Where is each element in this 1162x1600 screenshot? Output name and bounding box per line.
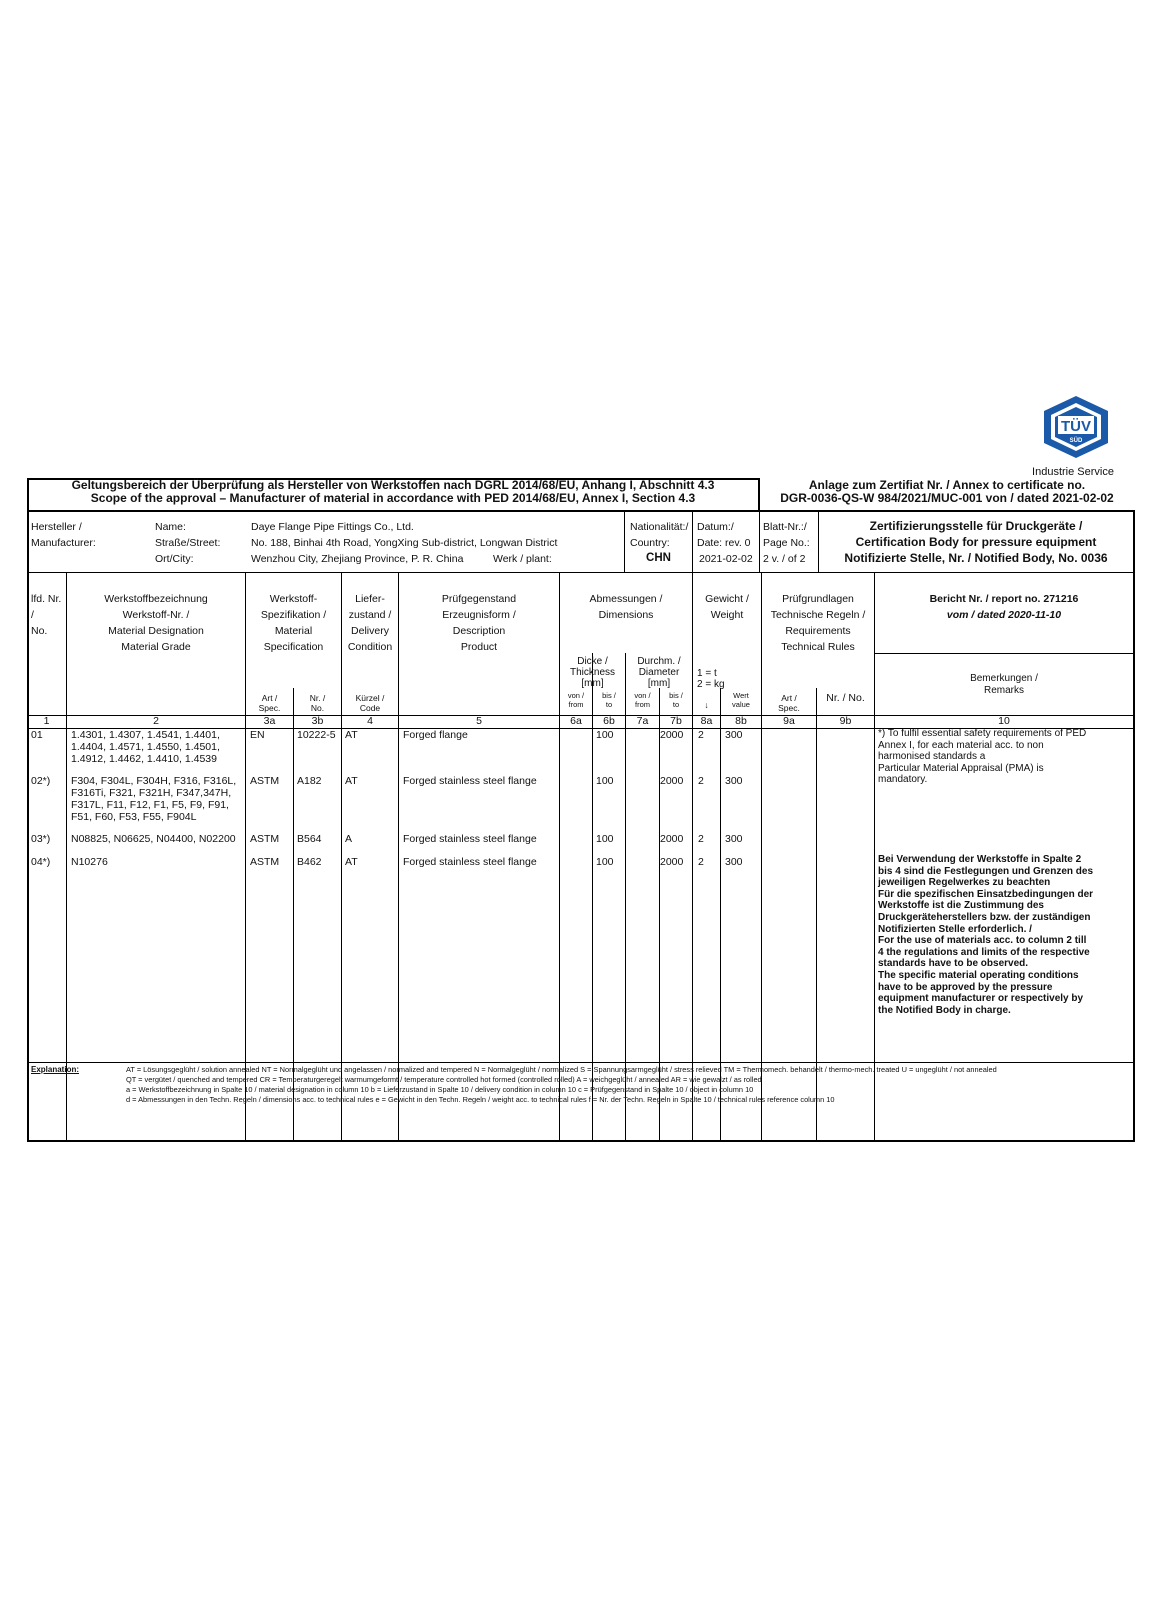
row-no: 04*) xyxy=(31,856,51,868)
col-header-thk-from: von / from xyxy=(567,691,585,709)
col-header-diameter: Durchm. / Diameter [mm] xyxy=(637,656,681,689)
row-thickness-to: 100 xyxy=(596,775,614,787)
col-header-product: Prüfgegenstand Erzeugnisform / Description Product xyxy=(441,593,517,653)
col-index: 2 xyxy=(153,715,159,727)
row-product: Forged stainless steel flange xyxy=(403,833,537,845)
col-index: 6a xyxy=(570,715,582,727)
row-diameter-to: 2000 xyxy=(660,775,684,787)
page-label: Page No.: xyxy=(763,537,810,549)
plant-label: Werk / plant: xyxy=(493,553,552,565)
col-header-specification: Werkstoff- Spezifikation / Material Specification xyxy=(260,593,327,653)
col-header-dimensions: Abmessungen / Dimensions xyxy=(589,593,663,621)
row-condition: A xyxy=(345,833,353,845)
manufacturer-name: Daye Flange Pipe Fittings Co., Ltd. xyxy=(251,521,414,533)
remark-usage-conditions: Bei Verwendung der Werkstoffe in Spalte 2 bis 4 sind die Festlegungen und Grenzen des jeweiligen Regelwerkes zu beachten Für die spezifischen Einsatzbedingungen der Werkstoffe ist die Zustimmung des Druckgeräteherstellers bzw. der zuständigen Notifizierten Stelle erforderlich. / For the use of materials acc. to column 2 till 4 the regulations and limits of the respective standards have to be observed. The specific material operating conditions have to be approved by the pressure equipment manufacturer or respectively by the Notified Body in charge. xyxy=(878,854,1094,1016)
remark-pma-note: *) To fulfil essential safety requirements of PED Annex I, for each material acc. to non harmonised standards a Particular Material Appraisal (PMA) is mandatory. xyxy=(878,728,1087,786)
col-header-technical-rules: Prüfgrundlagen Technische Regeln / Requirements Technical Rules xyxy=(770,593,866,653)
col-header-weight-units: 1 = t 2 = kg xyxy=(697,668,725,690)
row-condition: AT xyxy=(345,729,358,741)
row-weight-unit: 2 xyxy=(698,775,704,787)
row-no: 03*) xyxy=(31,833,51,845)
col-header-rules-no: Nr. / No. xyxy=(826,692,865,704)
row-spec-no: B564 xyxy=(297,833,322,845)
name-label: Name: xyxy=(155,521,186,533)
col-header-weight-unit: ↓ xyxy=(704,700,709,710)
row-spec: ASTM xyxy=(250,856,280,868)
explanation-line: QT = vergütet / quenched and tempered CR = Temperaturgeregelt warmumgeformt / temperature controlled hot formed (controlled rolled) A = weichgeglüht / annealed AR = wie gewalzt / as rolled xyxy=(126,1075,762,1084)
row-spec: ASTM xyxy=(250,775,280,787)
tuv-sud-logo xyxy=(1036,394,1116,460)
col-index: 5 xyxy=(476,715,482,727)
explanation-line: AT = Lösungsgeglüht / solution annealed NT = Normalgeglüht und angelassen / normalized and tempered N = Normalgeglüht / normalized S = Spannungsarmgeglüht / stress relieved TM = Thermomech. behandelt / thermo-mech. treated U = ungeglüht / not annealed xyxy=(126,1065,997,1074)
row-weight-unit: 2 xyxy=(698,856,704,868)
col-header-thk-to: bis / to xyxy=(602,691,616,709)
col-index: 6b xyxy=(603,715,615,727)
annex-label: Anlage zum Zertifiat Nr. / Annex to certificate no. xyxy=(808,478,1086,492)
row-grade: N08825, N06625, N04400, N02200 xyxy=(71,833,236,845)
logo-brand-text: TÜV xyxy=(1061,418,1091,435)
row-grade: 1.4301, 1.4307, 1.4541, 1.4401, 1.4404, 1.4571, 1.4550, 1.4501, 1.4912, 1.4462, 1.4410, 1.4539 xyxy=(71,729,220,765)
row-weight-value: 300 xyxy=(725,856,743,868)
col-header-spec-type: Art / Spec. xyxy=(258,693,281,713)
col-header-no: lfd. Nr. / No. xyxy=(31,593,62,637)
col-index: 7b xyxy=(670,715,682,727)
report-number: Bericht Nr. / report no. 271216 xyxy=(929,593,1079,605)
row-weight-unit: 2 xyxy=(698,729,704,741)
col-header-dia-from: von / from xyxy=(634,691,651,709)
date-label: Datum:/ xyxy=(697,521,734,533)
row-diameter-to: 2000 xyxy=(660,833,684,845)
row-thickness-to: 100 xyxy=(596,833,614,845)
row-weight-value: 300 xyxy=(725,729,743,741)
date-value: 2021-02-02 xyxy=(699,553,753,565)
row-grade: F304, F304L, F304H, F316, F316L, F316Ti, F321, F321H, F347,347H, F317L, F11, F12, F1, F5, F9, F91, F51, F60, F53, F55, F904L xyxy=(71,775,237,823)
row-spec-no: B462 xyxy=(297,856,322,868)
row-condition: AT xyxy=(345,775,358,787)
col-header-rules-type: Art / Spec. xyxy=(778,693,800,713)
row-condition: AT xyxy=(345,856,358,868)
col-header-dia-to: bis / to xyxy=(669,691,683,709)
col-header-code: Kürzel / Code xyxy=(355,693,385,713)
row-no: 02*) xyxy=(31,775,51,787)
col-header-spec-no: Nr. / No. xyxy=(309,693,326,713)
row-spec-no: A182 xyxy=(297,775,322,787)
manufacturer-city: Wenzhou City, Zhejiang Province, P. R. China xyxy=(251,553,464,565)
col-index: 3a xyxy=(263,715,276,727)
col-index: 8b xyxy=(735,715,747,727)
row-weight-unit: 2 xyxy=(698,833,704,845)
col-index: 8a xyxy=(700,715,713,727)
col-index: 3b xyxy=(311,715,324,727)
row-spec: ASTM xyxy=(250,833,280,845)
col-index: 9b xyxy=(839,715,852,727)
row-spec-no: 10222-5 xyxy=(297,729,336,741)
col-index: 7a xyxy=(636,715,649,727)
col-header-remarks: Bemerkungen / Remarks xyxy=(970,673,1038,696)
logo-sub-text: SÜD xyxy=(1069,438,1083,444)
notified-body: Notifizierte Stelle, Nr. / Notified Body, No. 0036 xyxy=(844,551,1108,565)
col-header-delivery: Liefer- zustand / Delivery Condition xyxy=(347,593,393,653)
manufacturer-street: No. 188, Binhai 4th Road, YongXing Sub-district, Longwan District xyxy=(251,537,558,549)
title-en: Scope of the approval – Manufacturer of material in accordance with PED 2014/68/EU, Annex I, Section 4.3 xyxy=(90,491,696,505)
row-product: Forged stainless steel flange xyxy=(403,775,537,787)
explanation-line: a = Werkstoffbezeichnung in Spalte 10 / material designation in column 10 b = Lieferzustand in Spalte 10 / delivery condition in column 10 c = Prüfgegenstand in Spalte 10 / object in column 10 xyxy=(126,1085,754,1094)
col-index: 9a xyxy=(783,715,795,727)
approval-scope-sheet xyxy=(27,478,1135,1142)
report-date: vom / dated 2020-11-10 xyxy=(946,609,1062,621)
col-header-weight-value: Wert value xyxy=(732,691,750,709)
col-header-weight: Gewicht / Weight xyxy=(705,593,749,621)
row-product: Forged stainless steel flange xyxy=(403,856,537,868)
city-label: Ort/City: xyxy=(155,553,194,565)
col-index: 1 xyxy=(43,715,50,727)
certification-body-de: Zertifizierungsstelle für Druckgeräte / xyxy=(869,519,1083,533)
row-thickness-to: 100 xyxy=(596,729,614,741)
logo-caption: Industrie Service xyxy=(1032,466,1114,478)
col-header-thickness: Dicke / Thickness [mm] xyxy=(569,656,615,689)
nationality-label: Nationalität:/ xyxy=(630,521,689,533)
row-diameter-to: 2000 xyxy=(660,729,684,741)
col-index: 10 xyxy=(998,715,1010,727)
country-value: CHN xyxy=(646,552,671,564)
manufacturer-label-en: Manufacturer: xyxy=(31,537,96,549)
row-spec: EN xyxy=(250,729,265,741)
row-weight-value: 300 xyxy=(725,833,743,845)
row-grade: N10276 xyxy=(71,856,108,868)
explanation-label: Explanation: xyxy=(31,1065,80,1074)
col-header-material: Werkstoffbezeichnung Werkstoff-Nr. / Material Designation Material Grade xyxy=(104,593,208,653)
row-diameter-to: 2000 xyxy=(660,856,684,868)
explanation-line: d = Abmessungen in den Techn. Regeln / dimensions acc. to technical rules e = Gewicht in den Techn. Regeln / weight acc. to technical rules f = Nr. der Techn. Regeln in Spalte 10 / technical rules reference column 10 xyxy=(126,1095,835,1104)
title-de: Geltungsbereich der Überprüfung als Hersteller von Werkstoffen nach DGRL 2014/68/EU, Anhang I, Abschnitt 4.3 xyxy=(71,478,715,492)
row-no: 01 xyxy=(31,729,43,741)
row-product: Forged flange xyxy=(403,729,468,741)
sheet-label: Blatt-Nr.:/ xyxy=(763,521,807,533)
row-weight-value: 300 xyxy=(725,775,743,787)
row-thickness-to: 100 xyxy=(596,856,614,868)
page-value: 2 v. / of 2 xyxy=(763,553,806,565)
manufacturer-label-de: Hersteller / xyxy=(31,521,82,533)
annex-certificate-no: DGR-0036-QS-W 984/2021/MUC-001 von / dated 2021-02-02 xyxy=(780,491,1114,505)
col-index: 4 xyxy=(367,715,373,727)
street-label: Straße/Street: xyxy=(155,537,221,549)
certification-body-en: Certification Body for pressure equipment xyxy=(855,535,1097,549)
date-revision: Date: rev. 0 xyxy=(697,537,751,549)
country-label: Country: xyxy=(630,537,670,549)
